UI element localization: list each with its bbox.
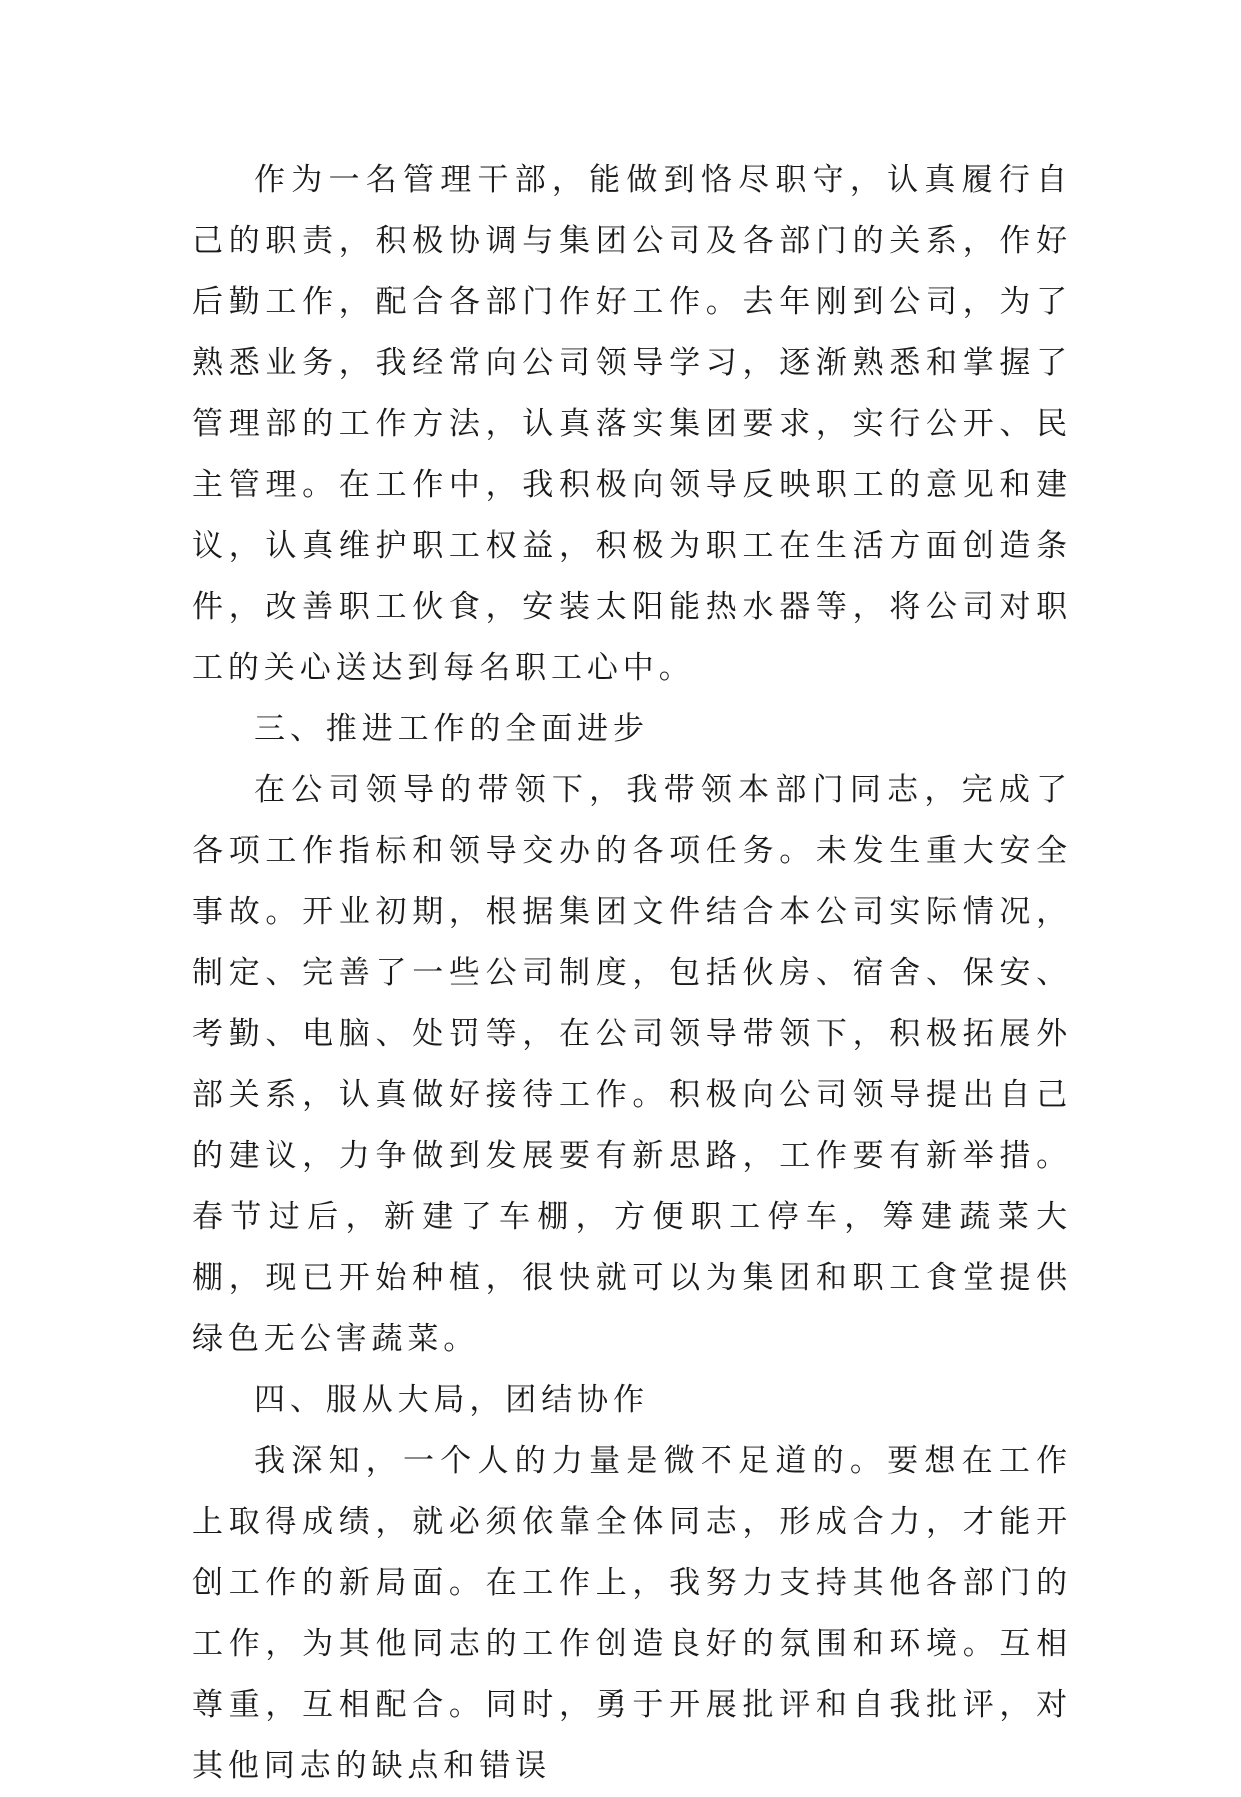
paragraph-work-progress: 在公司领导的带领下，我带领本部门同志，完成了各项工作指标和领导交办的各项任务。未发生重大安全事故。开业初期，根据集团文件结合本公司实际情况，制定、完善了一些公司制度，包括伙房、宿舍、保安、考勤、电脑、处罚等，在公司领导带领下，积极拓展外部关系，认真做好接待工作。积极向公司领导提出自己的建议，力争做到发展要有新思路，工作要有新举措。春节过后，新建了车棚，方便职工停车，筹建蔬菜大棚，现已开始种植，很快就可以为集团和职工食堂提供绿色无公害蔬菜。 [192,772,1072,1357]
document-page [192,150,1072,1797]
paragraph-teamwork: 我深知，一个人的力量是微不足道的。要想在工作上取得成绩，就必须依靠全体同志，形成合力，才能开创工作的新局面。在工作上，我努力支持其他各部门的工作，为其他同志的工作创造良好的氛围和环境。互相尊重，互相配合。同时，勇于开展批评和自我批评，对其他同志的缺点和错误 [192,1443,1072,1784]
section-heading-4: 四、服从大局，团结协作 [254,1382,649,1418]
section-heading-3: 三、推进工作的全面进步 [254,711,649,747]
paragraph-management-duties: 作为一名管理干部，能做到恪尽职守，认真履行自己的职责，积极协调与集团公司及各部门的关系，作好后勤工作，配合各部门作好工作。去年刚到公司，为了熟悉业务，我经常向公司领导学习，逐渐熟悉和掌握了管理部的工作方法，认真落实集团要求，实行公开、民主管理。在工作中，我积极向领导反映职工的意见和建议，认真维护职工权益，积极为职工在生活方面创造条件，改善职工伙食，安装太阳能热水器等，将公司对职工的关心送达到每名职工心中。 [192,162,1072,686]
